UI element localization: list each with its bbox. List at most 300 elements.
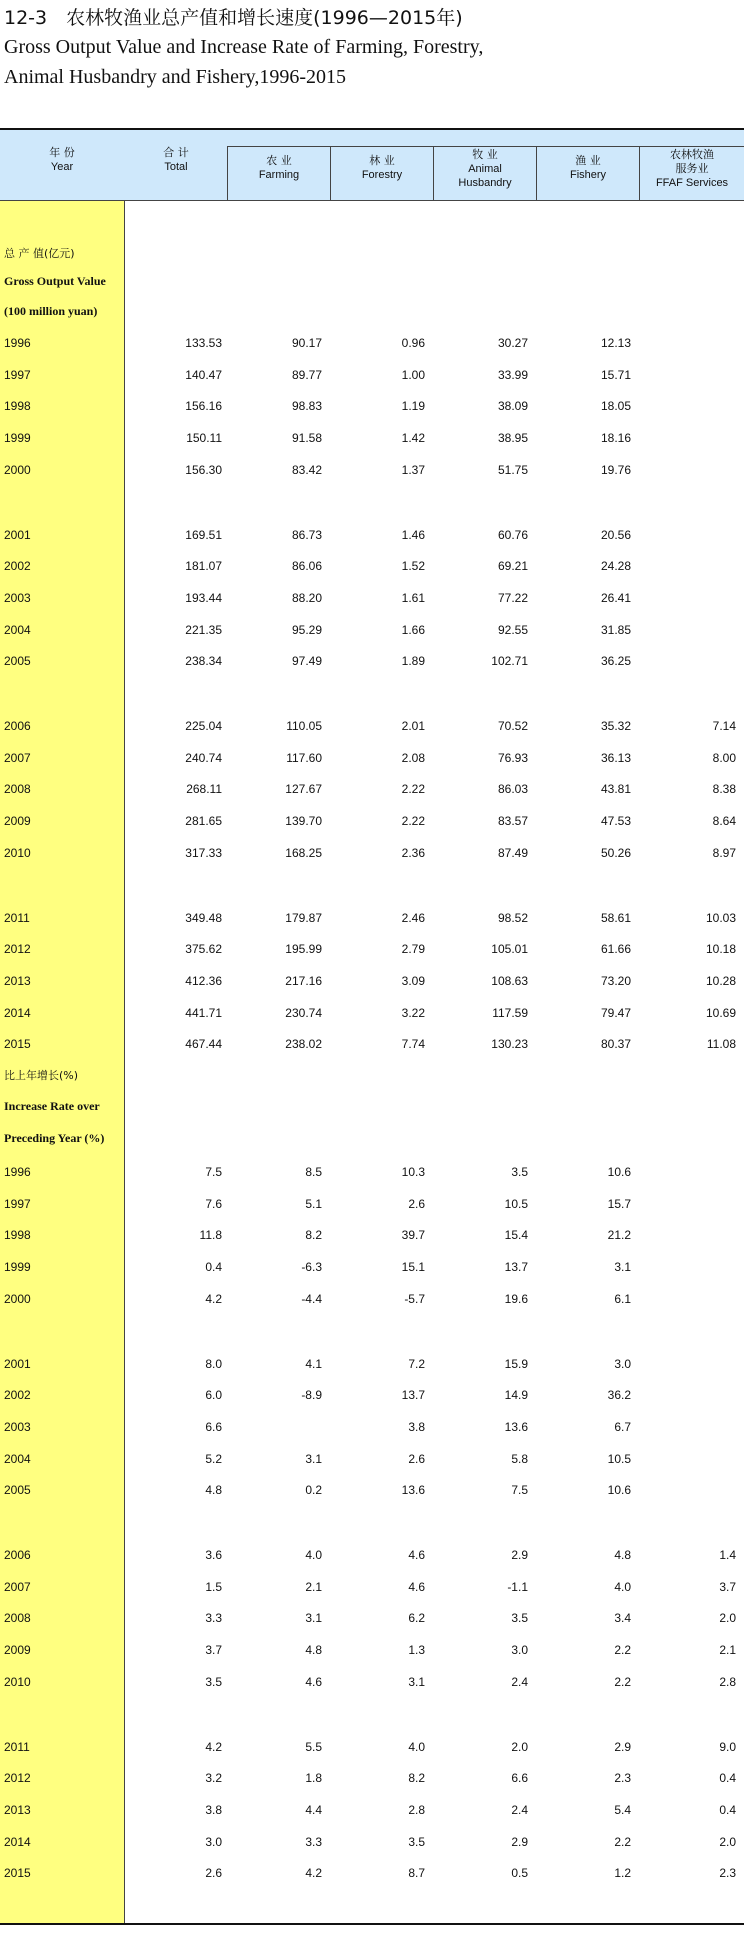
table-row bbox=[0, 1864, 744, 1884]
value-cell: 15.7 bbox=[607, 1197, 631, 1211]
value-cell: 2.79 bbox=[401, 942, 425, 956]
value-cell: 76.93 bbox=[497, 751, 528, 765]
year-cell: 2010 bbox=[4, 846, 31, 860]
value-cell: 6.1 bbox=[614, 1292, 631, 1306]
table-row bbox=[0, 1418, 744, 1438]
value-cell: 9.0 bbox=[719, 1740, 736, 1754]
year-cell: 2009 bbox=[4, 814, 31, 828]
value-cell: 8.97 bbox=[712, 846, 736, 860]
table-row bbox=[0, 1641, 744, 1661]
value-cell: 108.63 bbox=[491, 974, 528, 988]
value-cell: 3.3 bbox=[205, 1611, 222, 1625]
table-row bbox=[0, 717, 744, 737]
value-cell: 238.34 bbox=[185, 654, 222, 668]
value-cell: 3.1 bbox=[305, 1611, 322, 1625]
value-cell: 8.2 bbox=[305, 1228, 322, 1242]
value-cell: 1.46 bbox=[401, 528, 425, 542]
value-cell: 102.71 bbox=[491, 654, 528, 668]
value-cell: 1.42 bbox=[401, 431, 425, 445]
value-cell: 8.2 bbox=[408, 1771, 425, 1785]
value-cell: 18.05 bbox=[600, 399, 631, 413]
value-cell: 2.6 bbox=[408, 1452, 425, 1466]
title-chinese: 12-3 农林牧渔业总产值和增长速度(1996—2015年) bbox=[4, 7, 463, 29]
year-cell: 2012 bbox=[4, 1771, 31, 1785]
table-row bbox=[0, 526, 744, 546]
value-cell: 2.2 bbox=[614, 1643, 631, 1657]
header-divider bbox=[639, 146, 640, 200]
year-cell: 2005 bbox=[4, 1483, 31, 1497]
value-cell: 4.2 bbox=[205, 1292, 222, 1306]
year-cell: 2002 bbox=[4, 1388, 31, 1402]
table-row bbox=[0, 366, 744, 386]
table-row bbox=[0, 812, 744, 832]
value-cell: 2.08 bbox=[401, 751, 425, 765]
table-row bbox=[0, 397, 744, 417]
value-cell: 156.16 bbox=[185, 399, 222, 413]
value-cell: 0.4 bbox=[719, 1803, 736, 1817]
year-cell: 1998 bbox=[4, 1228, 31, 1242]
value-cell: 13.7 bbox=[401, 1388, 425, 1402]
value-cell: 38.95 bbox=[497, 431, 528, 445]
value-cell: 140.47 bbox=[185, 368, 222, 382]
value-cell: 4.6 bbox=[408, 1580, 425, 1594]
value-cell: 10.5 bbox=[607, 1452, 631, 1466]
value-cell: 1.3 bbox=[408, 1643, 425, 1657]
value-cell: 2.01 bbox=[401, 719, 425, 733]
value-cell: 2.1 bbox=[305, 1580, 322, 1594]
value-cell: 8.0 bbox=[205, 1357, 222, 1371]
value-cell: 181.07 bbox=[185, 559, 222, 573]
value-cell: 10.69 bbox=[705, 1006, 736, 1020]
table-row bbox=[0, 1004, 744, 1024]
value-cell: 2.46 bbox=[401, 911, 425, 925]
value-cell: 36.2 bbox=[607, 1388, 631, 1402]
value-cell: 1.37 bbox=[401, 463, 425, 477]
value-cell: 3.22 bbox=[401, 1006, 425, 1020]
table-row bbox=[0, 1290, 744, 1310]
value-cell: 19.76 bbox=[600, 463, 631, 477]
value-cell: 4.8 bbox=[205, 1483, 222, 1497]
year-cell: 2000 bbox=[4, 1292, 31, 1306]
table-row bbox=[0, 909, 744, 929]
year-cell: 2001 bbox=[4, 1357, 31, 1371]
year-cell: 1999 bbox=[4, 1260, 31, 1274]
value-cell: 12.13 bbox=[600, 336, 631, 350]
header-forestry: 林 业 Forestry bbox=[361, 154, 403, 181]
value-cell: 97.49 bbox=[291, 654, 322, 668]
value-cell: 2.6 bbox=[408, 1197, 425, 1211]
table-row bbox=[0, 1481, 744, 1501]
value-cell: 13.7 bbox=[504, 1260, 528, 1274]
value-cell: 3.2 bbox=[205, 1771, 222, 1785]
header-divider bbox=[536, 146, 537, 200]
table-row bbox=[0, 1258, 744, 1278]
header-year: 年 份 Year bbox=[49, 146, 75, 173]
value-cell: -1.1 bbox=[507, 1580, 528, 1594]
value-cell: 133.53 bbox=[185, 336, 222, 350]
value-cell: 2.22 bbox=[401, 814, 425, 828]
value-cell: 86.73 bbox=[291, 528, 322, 542]
value-cell: 195.99 bbox=[285, 942, 322, 956]
year-cell: 2008 bbox=[4, 1611, 31, 1625]
value-cell: 88.20 bbox=[291, 591, 322, 605]
value-cell: 4.0 bbox=[305, 1548, 322, 1562]
title-english-line1: Gross Output Value and Increase Rate of Farming, Forestry, bbox=[4, 36, 484, 58]
year-cell: 2005 bbox=[4, 654, 31, 668]
year-cell: 1996 bbox=[4, 336, 31, 350]
value-cell: 73.20 bbox=[600, 974, 631, 988]
value-cell: 2.0 bbox=[719, 1611, 736, 1625]
year-cell: 2007 bbox=[4, 1580, 31, 1594]
value-cell: 2.9 bbox=[614, 1740, 631, 1754]
value-cell: 441.71 bbox=[185, 1006, 222, 1020]
value-cell: 89.77 bbox=[291, 368, 322, 382]
value-cell: 3.5 bbox=[511, 1165, 528, 1179]
header-farming: 农 业 Farming bbox=[258, 154, 300, 181]
year-cell: 2003 bbox=[4, 1420, 31, 1434]
value-cell: 0.96 bbox=[401, 336, 425, 350]
value-cell: 3.5 bbox=[205, 1675, 222, 1689]
value-cell: 10.18 bbox=[705, 942, 736, 956]
section-heading: (100 million yuan) bbox=[4, 304, 98, 318]
value-cell: 7.5 bbox=[511, 1483, 528, 1497]
value-cell: 3.1 bbox=[305, 1452, 322, 1466]
value-cell: 412.36 bbox=[185, 974, 222, 988]
value-cell: 3.1 bbox=[408, 1675, 425, 1689]
year-cell: 2014 bbox=[4, 1835, 31, 1849]
value-cell: 21.2 bbox=[607, 1228, 631, 1242]
title-english-line2: Animal Husbandry and Fishery,1996-2015 bbox=[4, 66, 346, 88]
header-divider bbox=[433, 146, 434, 200]
value-cell: 317.33 bbox=[185, 846, 222, 860]
value-cell: 90.17 bbox=[291, 336, 322, 350]
table-bottom-rule bbox=[0, 1923, 744, 1925]
value-cell: 1.4 bbox=[719, 1548, 736, 1562]
year-cell: 2007 bbox=[4, 751, 31, 765]
value-cell: 39.7 bbox=[401, 1228, 425, 1242]
value-cell: 268.11 bbox=[186, 782, 222, 796]
table-row bbox=[0, 972, 744, 992]
value-cell: 5.8 bbox=[511, 1452, 528, 1466]
value-cell: 11.8 bbox=[199, 1228, 222, 1242]
value-cell: 2.2 bbox=[614, 1835, 631, 1849]
value-cell: 4.6 bbox=[408, 1548, 425, 1562]
value-cell: 6.6 bbox=[511, 1771, 528, 1785]
year-cell: 2004 bbox=[4, 1452, 31, 1466]
value-cell: 35.32 bbox=[600, 719, 631, 733]
table-row bbox=[0, 1673, 744, 1693]
section-heading: Gross Output Value bbox=[4, 274, 106, 288]
table-row bbox=[0, 940, 744, 960]
value-cell: 127.67 bbox=[285, 782, 322, 796]
value-cell: 3.7 bbox=[205, 1643, 222, 1657]
value-cell: 1.52 bbox=[401, 559, 425, 573]
year-cell: 2001 bbox=[4, 528, 31, 542]
value-cell: 2.8 bbox=[719, 1675, 736, 1689]
year-cell: 2014 bbox=[4, 1006, 31, 1020]
value-cell: 8.38 bbox=[712, 782, 736, 796]
value-cell: 7.5 bbox=[205, 1165, 222, 1179]
value-cell: 3.0 bbox=[614, 1357, 631, 1371]
value-cell: 11.08 bbox=[706, 1037, 736, 1051]
value-cell: 7.14 bbox=[712, 719, 736, 733]
value-cell: 0.4 bbox=[719, 1771, 736, 1785]
table-row bbox=[0, 1163, 744, 1183]
value-cell: 38.09 bbox=[497, 399, 528, 413]
table-row bbox=[0, 557, 744, 577]
value-cell: 4.0 bbox=[614, 1580, 631, 1594]
section-heading: Preceding Year (%) bbox=[4, 1131, 105, 1145]
value-cell: 14.9 bbox=[504, 1388, 528, 1402]
year-cell: 1999 bbox=[4, 431, 31, 445]
value-cell: 169.51 bbox=[185, 528, 222, 542]
table-row bbox=[0, 429, 744, 449]
year-cell: 2011 bbox=[4, 911, 30, 925]
value-cell: 4.1 bbox=[305, 1357, 322, 1371]
value-cell: 10.3 bbox=[401, 1165, 425, 1179]
value-cell: 349.48 bbox=[185, 911, 222, 925]
value-cell: -5.7 bbox=[404, 1292, 425, 1306]
value-cell: 36.13 bbox=[600, 751, 631, 765]
value-cell: 221.35 bbox=[185, 623, 222, 637]
value-cell: 13.6 bbox=[504, 1420, 528, 1434]
value-cell: 3.6 bbox=[205, 1548, 222, 1562]
header-subrule bbox=[227, 146, 744, 147]
table-row bbox=[0, 334, 744, 354]
value-cell: 51.75 bbox=[497, 463, 528, 477]
value-cell: 31.85 bbox=[600, 623, 631, 637]
value-cell: 2.9 bbox=[511, 1835, 528, 1849]
value-cell: 3.0 bbox=[511, 1643, 528, 1657]
year-cell: 2004 bbox=[4, 623, 31, 637]
value-cell: 240.74 bbox=[185, 751, 222, 765]
year-cell: 2013 bbox=[4, 1803, 31, 1817]
value-cell: 2.36 bbox=[401, 846, 425, 860]
value-cell: 4.6 bbox=[305, 1675, 322, 1689]
value-cell: 91.58 bbox=[291, 431, 322, 445]
year-cell: 2010 bbox=[4, 1675, 31, 1689]
header-fishery: 渔 业 Fishery bbox=[569, 154, 607, 181]
value-cell: 87.49 bbox=[497, 846, 528, 860]
year-cell: 2015 bbox=[4, 1866, 31, 1880]
value-cell: 3.4 bbox=[614, 1611, 631, 1625]
table-row bbox=[0, 621, 744, 641]
value-cell: 3.8 bbox=[408, 1420, 425, 1434]
value-cell: 105.01 bbox=[491, 942, 528, 956]
value-cell: -8.9 bbox=[301, 1388, 322, 1402]
table-row bbox=[0, 1035, 744, 1055]
value-cell: 4.2 bbox=[205, 1740, 222, 1754]
value-cell: 1.89 bbox=[401, 654, 425, 668]
table-row bbox=[0, 1226, 744, 1246]
table-row bbox=[0, 1355, 744, 1375]
value-cell: 77.22 bbox=[497, 591, 528, 605]
value-cell: 26.41 bbox=[600, 591, 631, 605]
value-cell: 1.19 bbox=[401, 399, 425, 413]
table-row bbox=[0, 1546, 744, 1566]
value-cell: 3.5 bbox=[408, 1835, 425, 1849]
table-header bbox=[0, 130, 744, 201]
year-cell: 1996 bbox=[4, 1165, 31, 1179]
value-cell: 3.3 bbox=[305, 1835, 322, 1849]
table-row bbox=[0, 1609, 744, 1629]
value-cell: 24.28 bbox=[600, 559, 631, 573]
header-divider bbox=[330, 146, 331, 200]
value-cell: 217.16 bbox=[285, 974, 322, 988]
value-cell: 8.7 bbox=[408, 1866, 425, 1880]
value-cell: 6.6 bbox=[205, 1420, 222, 1434]
year-cell: 2006 bbox=[4, 1548, 31, 1562]
table-row bbox=[0, 1578, 744, 1598]
value-cell: 47.53 bbox=[600, 814, 631, 828]
value-cell: 7.74 bbox=[401, 1037, 425, 1051]
value-cell: 156.30 bbox=[185, 463, 222, 477]
value-cell: 15.4 bbox=[504, 1228, 528, 1242]
value-cell: 0.4 bbox=[205, 1260, 222, 1274]
year-cell: 2008 bbox=[4, 782, 31, 796]
value-cell: 110.05 bbox=[286, 719, 322, 733]
value-cell: 98.83 bbox=[291, 399, 322, 413]
value-cell: 2.1 bbox=[719, 1643, 736, 1657]
value-cell: 2.22 bbox=[401, 782, 425, 796]
value-cell: 50.26 bbox=[600, 846, 631, 860]
value-cell: 2.9 bbox=[511, 1548, 528, 1562]
table-row bbox=[0, 589, 744, 609]
value-cell: 86.03 bbox=[497, 782, 528, 796]
year-cell: 1997 bbox=[4, 368, 31, 382]
value-cell: 4.4 bbox=[305, 1803, 322, 1817]
value-cell: 8.5 bbox=[305, 1165, 322, 1179]
value-cell: 83.42 bbox=[291, 463, 322, 477]
value-cell: 467.44 bbox=[185, 1037, 222, 1051]
value-cell: 230.74 bbox=[285, 1006, 322, 1020]
value-cell: 150.11 bbox=[186, 431, 222, 445]
year-cell: 2015 bbox=[4, 1037, 31, 1051]
value-cell: 98.52 bbox=[497, 911, 528, 925]
value-cell: 168.25 bbox=[285, 846, 322, 860]
value-cell: 5.4 bbox=[614, 1803, 631, 1817]
value-cell: 83.57 bbox=[497, 814, 528, 828]
table-top-rule bbox=[0, 128, 744, 130]
value-cell: 30.27 bbox=[497, 336, 528, 350]
value-cell: 15.9 bbox=[504, 1357, 528, 1371]
value-cell: 7.6 bbox=[205, 1197, 222, 1211]
header-animal-husbandry: 牧 业 Animal Husbandry bbox=[458, 148, 512, 189]
value-cell: 61.66 bbox=[600, 942, 631, 956]
year-cell: 1998 bbox=[4, 399, 31, 413]
value-cell: 2.6 bbox=[205, 1866, 222, 1880]
year-cell: 2012 bbox=[4, 942, 31, 956]
value-cell: 3.1 bbox=[614, 1260, 631, 1274]
value-cell: 179.87 bbox=[285, 911, 322, 925]
value-cell: 3.7 bbox=[719, 1580, 736, 1594]
header-divider bbox=[227, 146, 228, 200]
year-cell: 2011 bbox=[4, 1740, 30, 1754]
value-cell: 1.5 bbox=[205, 1580, 222, 1594]
value-cell: 20.56 bbox=[600, 528, 631, 542]
value-cell: 4.0 bbox=[408, 1740, 425, 1754]
value-cell: 1.8 bbox=[305, 1771, 322, 1785]
value-cell: 0.5 bbox=[511, 1866, 528, 1880]
value-cell: 130.23 bbox=[491, 1037, 528, 1051]
value-cell: 92.55 bbox=[497, 623, 528, 637]
value-cell: 5.1 bbox=[305, 1197, 322, 1211]
value-cell: 10.5 bbox=[504, 1197, 528, 1211]
year-cell: 2009 bbox=[4, 1643, 31, 1657]
table-row bbox=[0, 1769, 744, 1789]
value-cell: 225.04 bbox=[185, 719, 222, 733]
section-heading: 总 产 值(亿元) bbox=[4, 247, 75, 260]
value-cell: 2.8 bbox=[408, 1803, 425, 1817]
value-cell: 4.2 bbox=[305, 1866, 322, 1880]
value-cell: 238.02 bbox=[285, 1037, 322, 1051]
value-cell: 193.44 bbox=[185, 591, 222, 605]
value-cell: 2.0 bbox=[511, 1740, 528, 1754]
table-row bbox=[0, 1386, 744, 1406]
value-cell: 10.03 bbox=[705, 911, 736, 925]
value-cell: 7.2 bbox=[408, 1357, 425, 1371]
value-cell: 117.59 bbox=[492, 1006, 528, 1020]
value-cell: 3.0 bbox=[205, 1835, 222, 1849]
value-cell: 1.61 bbox=[401, 591, 425, 605]
value-cell: 18.16 bbox=[600, 431, 631, 445]
value-cell: 13.6 bbox=[401, 1483, 425, 1497]
value-cell: 5.2 bbox=[205, 1452, 222, 1466]
header-total: 合 计 Total bbox=[163, 146, 189, 173]
year-cell: 2013 bbox=[4, 974, 31, 988]
value-cell: 19.6 bbox=[504, 1292, 528, 1306]
value-cell: 15.71 bbox=[600, 368, 631, 382]
value-cell: 6.0 bbox=[205, 1388, 222, 1402]
value-cell: 4.8 bbox=[305, 1643, 322, 1657]
value-cell: 3.5 bbox=[511, 1611, 528, 1625]
value-cell: 60.76 bbox=[497, 528, 528, 542]
value-cell: 36.25 bbox=[600, 654, 631, 668]
value-cell: 80.37 bbox=[600, 1037, 631, 1051]
header-ffaf-services: 农林牧渔 服务业 FFAF Services bbox=[655, 148, 729, 189]
value-cell: 43.81 bbox=[600, 782, 631, 796]
value-cell: -6.3 bbox=[301, 1260, 322, 1274]
value-cell: 95.29 bbox=[291, 623, 322, 637]
table-row bbox=[0, 652, 744, 672]
value-cell: 1.00 bbox=[401, 368, 425, 382]
year-cell: 2006 bbox=[4, 719, 31, 733]
value-cell: 1.2 bbox=[614, 1866, 631, 1880]
table-row bbox=[0, 780, 744, 800]
value-cell: 15.1 bbox=[401, 1260, 425, 1274]
value-cell: 6.2 bbox=[408, 1611, 425, 1625]
table-row bbox=[0, 1450, 744, 1470]
value-cell: 0.2 bbox=[305, 1483, 322, 1497]
table-row bbox=[0, 1833, 744, 1853]
value-cell: 139.70 bbox=[285, 814, 322, 828]
value-cell: 8.00 bbox=[712, 751, 736, 765]
year-cell: 2002 bbox=[4, 559, 31, 573]
value-cell: 281.65 bbox=[185, 814, 222, 828]
table-row bbox=[0, 461, 744, 481]
value-cell: 10.6 bbox=[607, 1165, 631, 1179]
value-cell: 1.66 bbox=[401, 623, 425, 637]
value-cell: 3.09 bbox=[401, 974, 425, 988]
value-cell: 2.4 bbox=[511, 1803, 528, 1817]
value-cell: 70.52 bbox=[497, 719, 528, 733]
table-title bbox=[4, 6, 483, 92]
value-cell: 2.2 bbox=[614, 1675, 631, 1689]
table-row bbox=[0, 1195, 744, 1215]
year-cell: 2000 bbox=[4, 463, 31, 477]
value-cell: 79.47 bbox=[600, 1006, 631, 1020]
value-cell: 375.62 bbox=[185, 942, 222, 956]
